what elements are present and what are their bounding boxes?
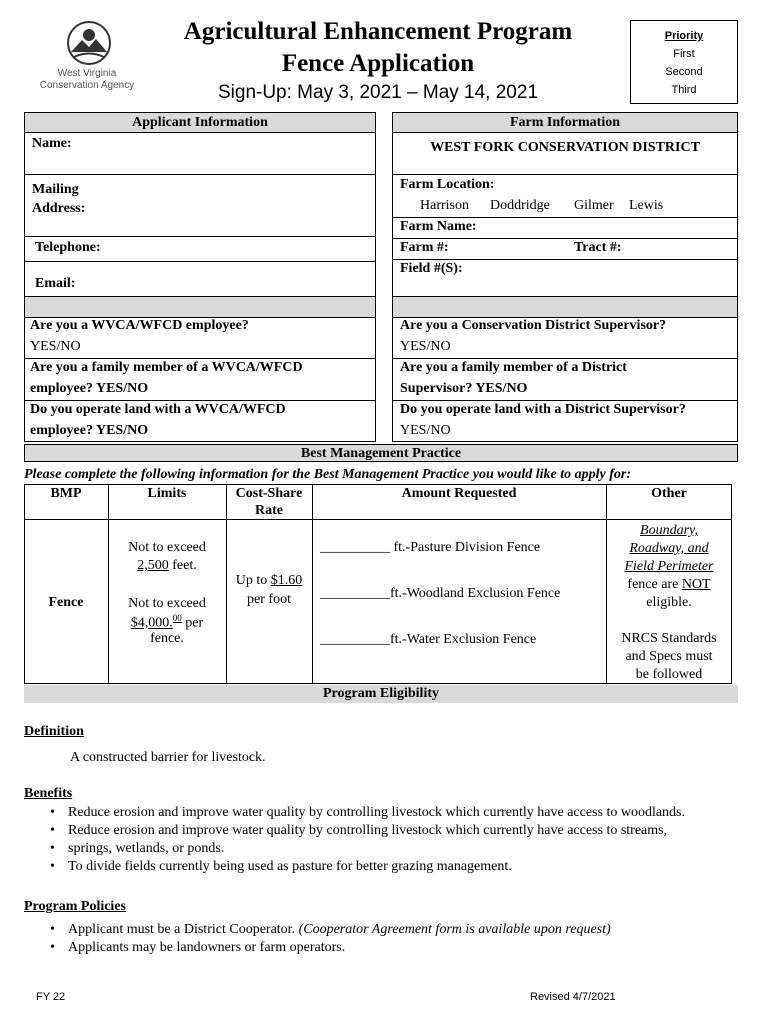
other-line5: eligible. xyxy=(646,595,692,610)
policies-heading: Program Policies xyxy=(24,899,126,914)
operate-employee-question: Do you operate land with a WVCA/WFCD xyxy=(30,402,286,417)
limit-feet-line2 xyxy=(108,558,226,574)
limit-dollar-value: $4,000. xyxy=(130,615,173,631)
benefit-item: • Reduce erosion and improve water quality by controlling livestock which currently have access to streams, xyxy=(24,822,754,840)
limit-feet-line1: Not to exceed xyxy=(128,540,206,555)
benefit-item: • To divide fields currently being used as pasture for better grazing management. xyxy=(24,858,754,876)
field-number-label[interactable]: Field #(S): xyxy=(400,261,463,276)
priority-label: Priority xyxy=(664,30,704,42)
limit-feet-unit: feet. xyxy=(168,558,197,573)
benefit-item-cont-text: springs, wetlands, or ponds. xyxy=(68,841,225,856)
limit-dollar-per: per xyxy=(181,615,204,631)
limit-dollar-line2 xyxy=(108,613,226,632)
col-limits: Limits xyxy=(147,486,187,501)
amount-pasture-division[interactable]: __________ ft.-Pasture Division Fence xyxy=(320,540,541,555)
bmp-header: Best Management Practice xyxy=(24,444,738,462)
county-lewis[interactable]: Lewis xyxy=(629,198,664,213)
rate-prefix: Up to xyxy=(235,573,271,588)
mountain-sun-icon xyxy=(66,20,112,66)
amount-woodland-exclusion[interactable]: __________ft.-Woodland Exclusion Fence xyxy=(320,586,561,601)
policy-item1-note: (Cooperator Agreement form is available upon request) xyxy=(298,922,611,937)
priority-second[interactable]: Second xyxy=(665,66,703,78)
farm-location-label: Farm Location: xyxy=(400,177,495,192)
benefit-item-continuation xyxy=(24,840,754,858)
family-employee-yes-no[interactable]: employee? YES/NO xyxy=(30,381,149,396)
priority-third[interactable]: Third xyxy=(671,84,697,96)
family-supervisor-yes-no[interactable]: Supervisor? YES/NO xyxy=(400,381,528,396)
eligibility-header: Program Eligibility xyxy=(24,685,738,703)
other-line6: NRCS Standards xyxy=(621,631,717,646)
applicant-gray-bar xyxy=(25,297,375,317)
benefits-list xyxy=(24,804,754,876)
operate-supervisor-question: Do you operate land with a District Supervisor? xyxy=(400,402,686,417)
farm-number-label[interactable]: Farm #: xyxy=(400,240,449,255)
bmp-fence: Fence xyxy=(48,595,84,610)
other-line4 xyxy=(606,576,732,594)
mailing-label-1[interactable]: Mailing xyxy=(32,182,79,197)
supervisor-yes-no[interactable]: YES/NO xyxy=(400,339,451,354)
county-doddridge[interactable]: Doddridge xyxy=(490,198,550,213)
definition-heading: Definition xyxy=(24,724,84,739)
definition-text: A constructed barrier for livestock. xyxy=(70,750,266,765)
other-line2: Roadway, and xyxy=(629,541,709,556)
limit-feet-value: 2,500 xyxy=(137,558,169,573)
bmp-instruction: Please complete the following information for the Best Management Practice you would like to apply for: xyxy=(24,467,632,482)
farm-header: Farm Information xyxy=(393,113,737,132)
other-line7: and Specs must xyxy=(625,649,713,664)
tract-number-label[interactable]: Tract #: xyxy=(574,240,622,255)
farm-gray-bar xyxy=(393,297,737,317)
priority-first[interactable]: First xyxy=(673,48,695,60)
telephone-label[interactable]: Telephone: xyxy=(35,240,101,255)
policy-item1-text: Applicant must be a District Cooperator. xyxy=(68,922,299,937)
policy-item: • Applicants may be landowners or farm operators. xyxy=(24,939,754,957)
other-line1: Boundary, xyxy=(640,523,698,538)
col-other: Other xyxy=(651,486,687,501)
col-bmp: BMP xyxy=(50,486,82,501)
name-label[interactable]: Name: xyxy=(32,136,72,151)
policy-item xyxy=(24,921,754,939)
family-supervisor-question: Are you a family member of a District xyxy=(400,360,627,375)
applicant-header: Applicant Information xyxy=(25,113,375,132)
col-cost-share: Cost-Share xyxy=(235,486,303,501)
limit-dollar-line1: Not to exceed xyxy=(128,596,206,611)
benefit-item: • Reduce erosion and improve water quality by controlling livestock which currently have access to woodlands. xyxy=(24,804,754,822)
footer-revised: Revised 4/7/2021 xyxy=(530,991,616,1003)
limit-dollar-line3: fence. xyxy=(150,631,184,646)
other-line8: be followed xyxy=(635,667,703,682)
benefits-heading: Benefits xyxy=(24,786,73,801)
mailing-label-2[interactable]: Address: xyxy=(32,201,86,216)
email-label[interactable]: Email: xyxy=(35,276,76,291)
amount-water-exclusion[interactable]: __________ft.-Water Exclusion Fence xyxy=(320,632,537,647)
operate-employee-yes-no[interactable]: employee? YES/NO xyxy=(30,423,149,438)
other-line4-prefix: fence are xyxy=(627,577,682,592)
rate-line2: per foot xyxy=(247,592,291,607)
limit-dollar-cents: 00 xyxy=(172,613,182,623)
footer-fy: FY 22 xyxy=(36,991,66,1003)
family-employee-question: Are you a family member of a WVCA/WFCD xyxy=(30,360,303,375)
supervisor-question: Are you a Conservation District Supervisor? xyxy=(400,318,667,333)
agency-logo xyxy=(22,20,152,100)
rate-line1 xyxy=(226,573,312,589)
farm-name-label[interactable]: Farm Name: xyxy=(400,219,477,234)
operate-supervisor-yes-no[interactable]: YES/NO xyxy=(400,423,451,438)
policies-list xyxy=(24,921,754,957)
district-name: WEST FORK CONSERVATION DISTRICT xyxy=(430,140,700,155)
page-title: Agricultural Enhancement Program xyxy=(183,18,573,45)
col-amount: Amount Requested xyxy=(401,486,517,501)
page-subtitle: Fence Application xyxy=(281,50,475,77)
other-line3: Field Perimeter xyxy=(624,559,714,574)
logo-org-line1: West Virginia xyxy=(57,68,117,79)
county-gilmer[interactable]: Gilmer xyxy=(574,198,614,213)
other-not: NOT xyxy=(681,577,711,592)
priority-box xyxy=(630,20,738,104)
logo-org-line2: Conservation Agency xyxy=(39,80,135,91)
employee-question: Are you a WVCA/WFCD employee? xyxy=(30,318,249,333)
other-column-notes xyxy=(606,522,732,684)
rate-value: $1.60 xyxy=(270,573,303,588)
county-harrison[interactable]: Harrison xyxy=(420,198,469,213)
signup-dates: Sign-Up: May 3, 2021 – May 14, 2021 xyxy=(217,82,539,103)
employee-yes-no[interactable]: YES/NO xyxy=(30,339,81,354)
col-rate: Rate xyxy=(255,503,283,518)
